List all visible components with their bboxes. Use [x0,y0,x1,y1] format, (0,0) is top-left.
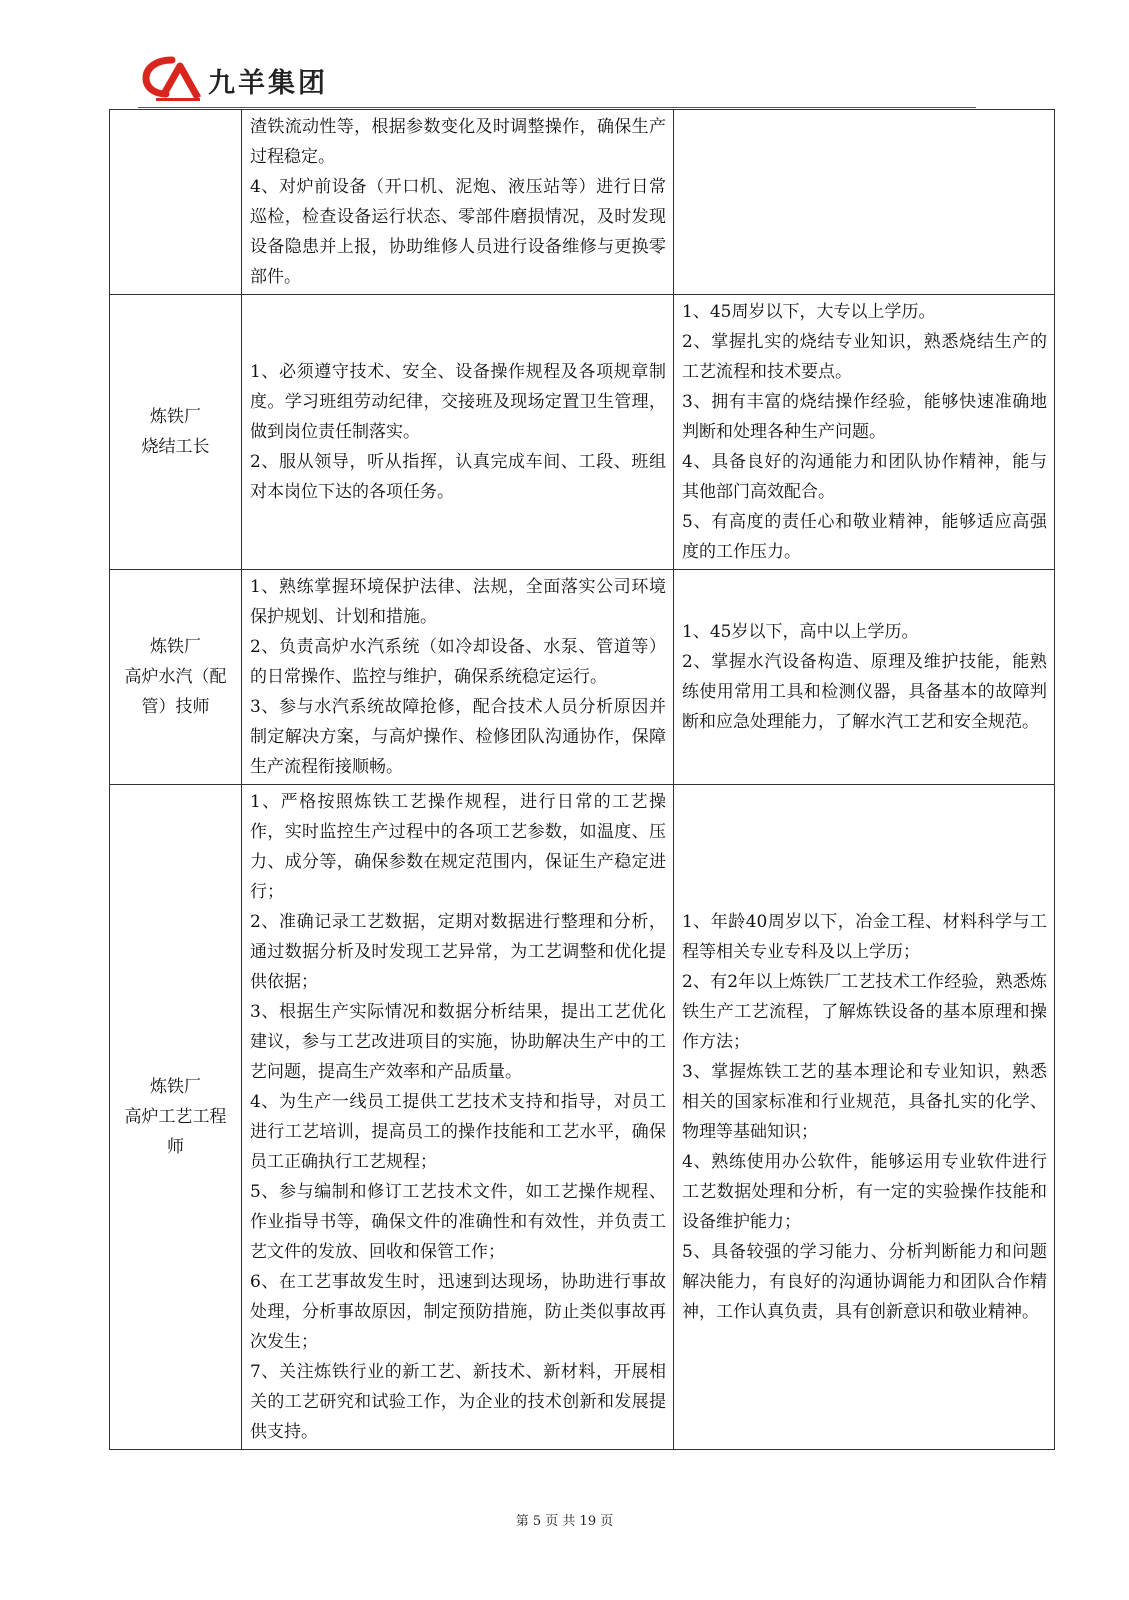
requirement-item: 5、具备较强的学习能力、分析判断能力和问题解决能力，有良好的沟通协调能力和团队合作精神，工作认真负责，具有创新意识和敬业精神。 [682,1242,1047,1322]
requirement-item: 3、拥有丰富的烧结操作经验，能够快速准确地判断和处理各种生产问题。 [682,392,1047,442]
duty-item: 渣铁流动性等，根据参数变化及时调整操作，确保生产过程稳定。 [250,117,666,167]
duty-item: 1、熟练掌握环境保护法律、法规，全面落实公司环境保护规划、计划和措施。 [250,577,666,627]
requirements-cell [674,110,1055,295]
requirements-cell [674,785,1055,1450]
company-name: 九羊集团 [208,68,328,99]
requirement-item: 5、有高度的责任心和敬业精神，能够适应高强度的工作压力。 [682,512,1047,562]
position-title: 炼铁厂 [150,1077,201,1097]
requirement-item: 4、具备良好的沟通能力和团队协作精神，能与其他部门高效配合。 [682,452,1047,502]
duty-item: 3、根据生产实际情况和数据分析结果，提出工艺优化建议，参与工艺改进项目的实施，协助解决生产中的工艺问题，提高生产效率和产品质量。 [250,1002,666,1082]
duty-item: 1、必须遵守技术、安全、设备操作规程及各项规章制度。学习班组劳动纪律，交接班及现场定置卫生管理，做到岗位责任制落实。 [250,362,666,442]
job-table [109,109,1055,1450]
position-title: 炼铁厂 [150,407,201,427]
duties-cell [242,785,674,1450]
header-divider [138,107,976,108]
requirement-item: 2、有2年以上炼铁厂工艺技术工作经验，熟悉炼铁生产工艺流程，了解炼铁设备的基本原理和操作方法； [682,972,1047,1052]
page-number: 第 5 页 共 19 页 [515,1514,614,1529]
position-title: 高炉水汽（配 [124,667,227,687]
position-cell [110,570,242,785]
position-cell [110,110,242,295]
duty-item: 4、对炉前设备（开口机、泥炮、液压站等）进行日常巡检，检查设备运行状态、零部件磨损情况，及时发现设备隐患并上报，协助维修人员进行设备维修与更换零部件。 [250,177,666,287]
position-title: 高炉工艺工程 [124,1107,227,1127]
duty-item: 7、关注炼铁行业的新工艺、新技术、新材料，开展相关的工艺研究和试验工作，为企业的技术创新和发展提供支持。 [250,1362,666,1442]
requirement-item: 1、45岁以下，高中以上学历。 [682,622,919,642]
duty-item: 3、参与水汽系统故障抢修，配合技术人员分析原因并制定解决方案，与高炉操作、检修团队沟通协作，保障生产流程衔接顺畅。 [250,697,666,777]
jiuyang-logo-icon [142,54,204,104]
duty-item: 2、准确记录工艺数据，定期对数据进行整理和分析，通过数据分析及时发现工艺异常，为工艺调整和优化提供依据； [250,912,666,992]
position-title: 师 [167,1137,184,1157]
position-cell [110,295,242,570]
job-row [110,110,1055,295]
requirements-cell [674,570,1055,785]
duty-item: 4、为生产一线员工提供工艺技术支持和指导，对员工进行工艺培训，提高员工的操作技能和工艺水平，确保员工正确执行工艺规程； [250,1092,666,1172]
requirements-cell [674,295,1055,570]
duties-cell [242,295,674,570]
requirement-item: 4、熟练使用办公软件，能够运用专业软件进行工艺数据处理和分析，有一定的实验操作技能和设备维护能力； [682,1152,1047,1232]
job-row [110,570,1055,785]
requirement-item: 3、掌握炼铁工艺的基本理论和专业知识，熟悉相关的国家标准和行业规范，具备扎实的化学、物理等基础知识； [682,1062,1047,1142]
duty-item: 6、在工艺事故发生时，迅速到达现场，协助进行事故处理，分析事故原因，制定预防措施，防止类似事故再次发生； [250,1272,666,1352]
duties-cell [242,570,674,785]
requirement-item: 1、45周岁以下，大专以上学历。 [682,302,936,322]
duty-item: 2、负责高炉水汽系统（如冷却设备、水泵、管道等）的日常操作、监控与维护，确保系统稳定运行。 [250,637,666,687]
requirement-item: 2、掌握水汽设备构造、原理及维护技能，能熟练使用常用工具和检测仪器，具备基本的故障判断和应急处理能力，了解水汽工艺和安全规范。 [682,652,1047,732]
position-title: 炼铁厂 [150,637,201,657]
duty-item: 5、参与编制和修订工艺技术文件，如工艺操作规程、作业指导书等，确保文件的准确性和有效性，并负责工艺文件的发放、回收和保管工作； [250,1182,666,1262]
position-title: 烧结工长 [141,437,210,457]
requirement-item: 2、掌握扎实的烧结专业知识，熟悉烧结生产的工艺流程和技术要点。 [682,332,1047,382]
position-cell [110,785,242,1450]
duty-item: 2、服从领导，听从指挥，认真完成车间、工段、班组对本岗位下达的各项任务。 [250,452,666,502]
duties-cell [242,110,674,295]
job-row [110,295,1055,570]
job-row [110,785,1055,1450]
requirement-item: 1、年龄40周岁以下，冶金工程、材料科学与工程等相关专业专科及以上学历； [682,912,1047,962]
page-header [138,52,976,106]
position-title: 管）技师 [141,697,210,717]
duty-item: 1、严格按照炼铁工艺操作规程，进行日常的工艺操作，实时监控生产过程中的各项工艺参数，如温度、压力、成分等，确保参数在规定范围内，保证生产稳定进行； [250,792,666,902]
